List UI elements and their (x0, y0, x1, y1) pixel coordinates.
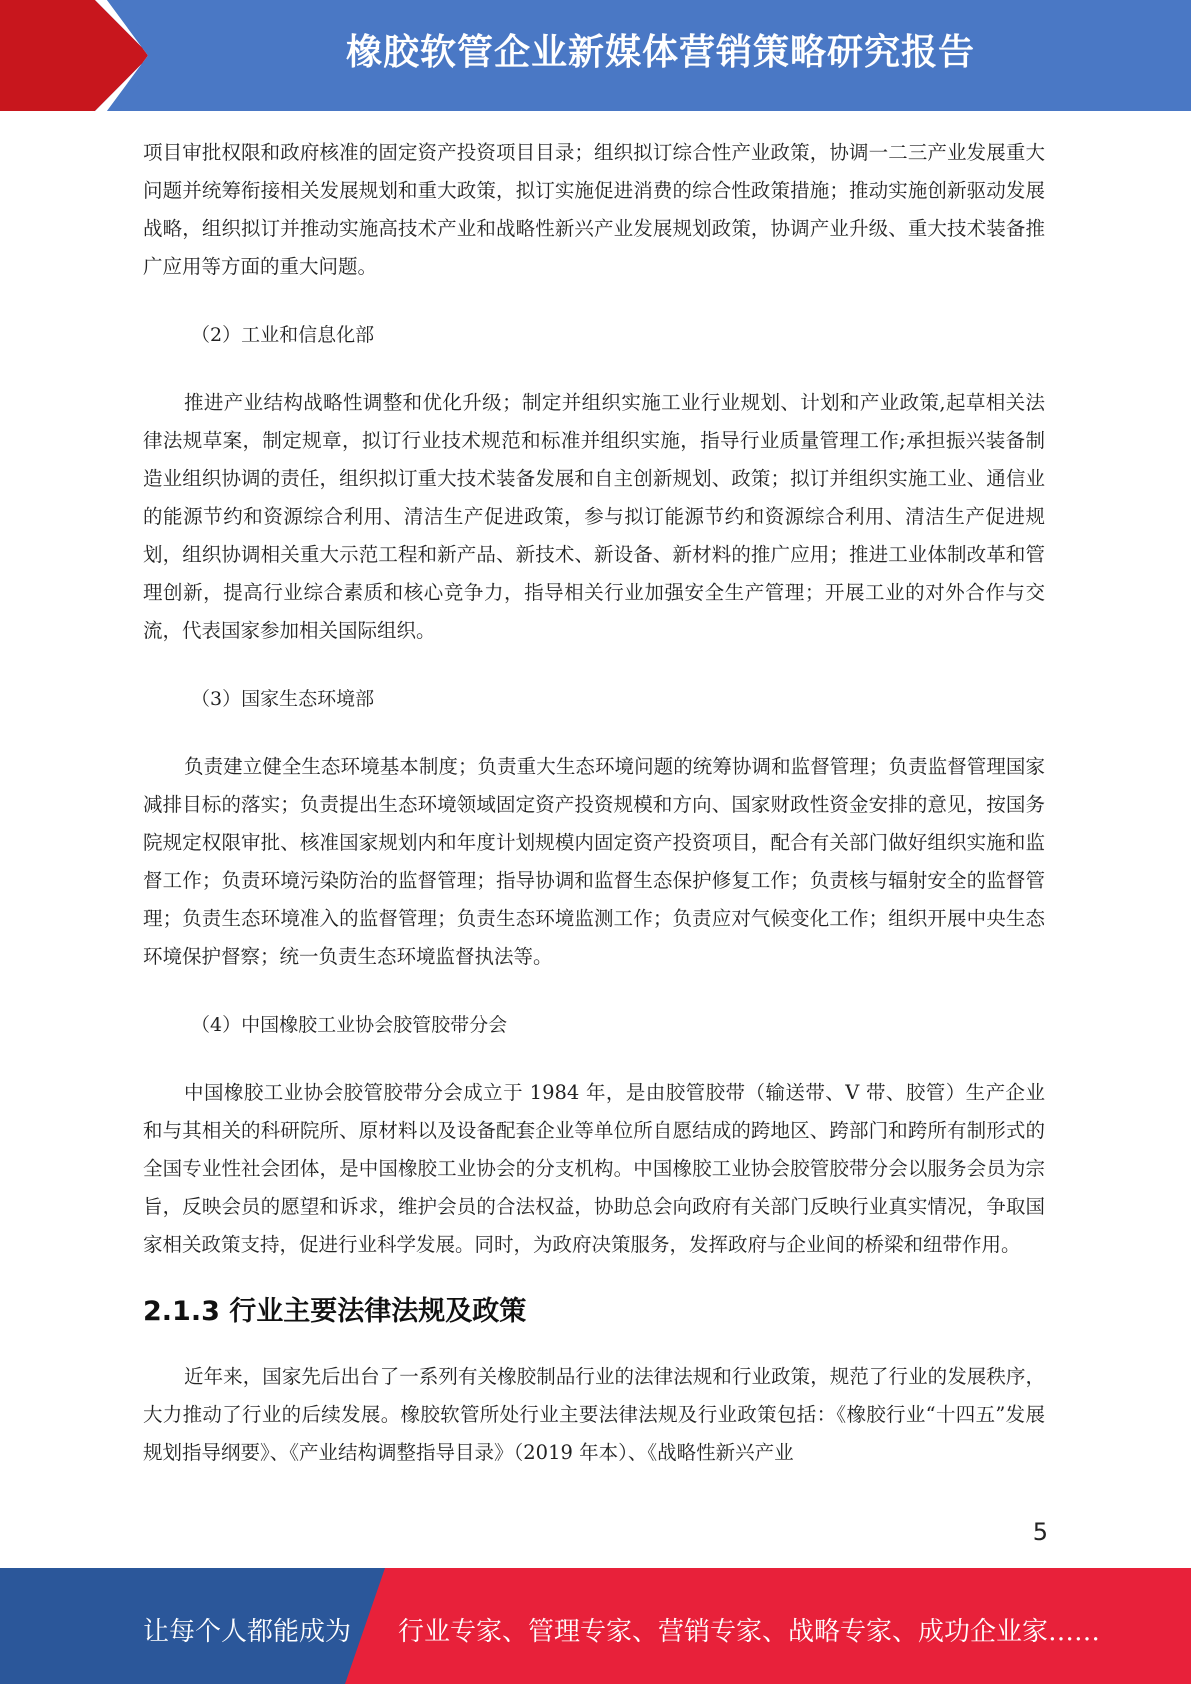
paragraph-1: 项目审批权限和政府核准的固定资产投资项目目录；组织拟订综合性产业政策，协调一二三产业发展重大问题并统筹衔接相关发展规划和重大政策，拟订实施促进消费的综合性政策措施；推动实施创新驱动发展战略，组织拟订并推动实施高技术产业和战略性新兴产业发展规划政策，协调产业升级、重大技术装备推广应用等方面的重大问题。 (143, 141, 1045, 278)
page-number: 5 (1032, 1518, 1048, 1546)
paragraph-3: 负责建立健全生态环境基本制度；负责重大生态环境问题的统筹协调和监督管理；负责监督管理国家减排目标的落实；负责提出生态环境领域固定资产投资规模和方向、国家财政性资金安排的意见，按国务院规定权限审批、核准国家规划内和年度计划规模内固定资产投资项目，配合有关部门做好组织实施和监督工作；负责环境污染防治的监督管理；指导协调和监督生态保护修复工作；负责核与辐射安全的监督管理；负责生态环境准入的监督管理；负责生态环境监测工作；负责应对气候变化工作；组织开展中央生态环境保护督察；统一负责生态环境监督执法等。 (143, 755, 1045, 968)
page-header (0, 0, 1191, 111)
footer-slogan-right: 行业专家、管理专家、营销专家、战略专家、成功企业家…… (398, 1617, 1101, 1647)
paragraph-4: 中国橡胶工业协会胶管胶带分会成立于 1984 年，是由胶管胶带（输送带、V 带、胶管）生产企业和与其相关的科研院所、原材料以及设备配套企业等单位所自愿结成的跨地区、跨部门和跨所有制形式的全国专业性社会团体，是中国橡胶工业协会的分支机构。中国橡胶工业协会胶管胶带分会以服务会员为宗旨，反映会员的愿望和诉求，维护会员的合法权益，协助总会向政府有关部门反映行业真实情况，争取国家相关政策支持，促进行业科学发展。同时，为政府决策服务，发挥政府与企业间的桥梁和纽带作用。 (143, 1081, 1045, 1256)
document-body (143, 134, 1045, 1472)
subheading-3: （3）国家生态环境部 (191, 688, 375, 710)
footer-slogan-left: 让每个人都能成为 (143, 1617, 352, 1647)
paragraph-5: 近年来，国家先后出台了一系列有关橡胶制品行业的法律法规和行业政策，规范了行业的发展秩序，大力推动了行业的后续发展。橡胶软管所处行业主要法律法规及行业政策包括：《橡胶行业“十四五”发展规划指导纲要》、《产业结构调整指导目录》（2019 年本）、《战略性新兴产业 (143, 1365, 1045, 1464)
page-footer (0, 1568, 1191, 1684)
report-title: 橡胶软管企业新媒体营销策略研究报告 (345, 32, 975, 73)
chevron-arrow-icon (0, 0, 160, 111)
section-heading: 2.1.3 行业主要法律法规及政策 (143, 1296, 527, 1327)
paragraph-2: 推进产业结构战略性调整和优化升级；制定并组织实施工业行业规划、计划和产业政策,起草相关法律法规草案，制定规章，拟订行业技术规范和标准并组织实施，指导行业质量管理工作;承担振兴装备制造业组织协调的责任，组织拟订重大技术装备发展和自主创新规划、政策；拟订并组织实施工业、通信业的能源节约和资源综合利用、清洁生产促进政策，参与拟订能源节约和资源综合利用、清洁生产促进规划，组织协调相关重大示范工程和新产品、新技术、新设备、新材料的推广应用；推进工业体制改革和管理创新，提高行业综合素质和核心竞争力，指导相关行业加强安全生产管理；开展工业的对外合作与交流，代表国家参加相关国际组织。 (143, 391, 1045, 642)
subheading-4: （4）中国橡胶工业协会胶管胶带分会 (191, 1014, 508, 1036)
subheading-2: （2）工业和信息化部 (191, 324, 375, 346)
